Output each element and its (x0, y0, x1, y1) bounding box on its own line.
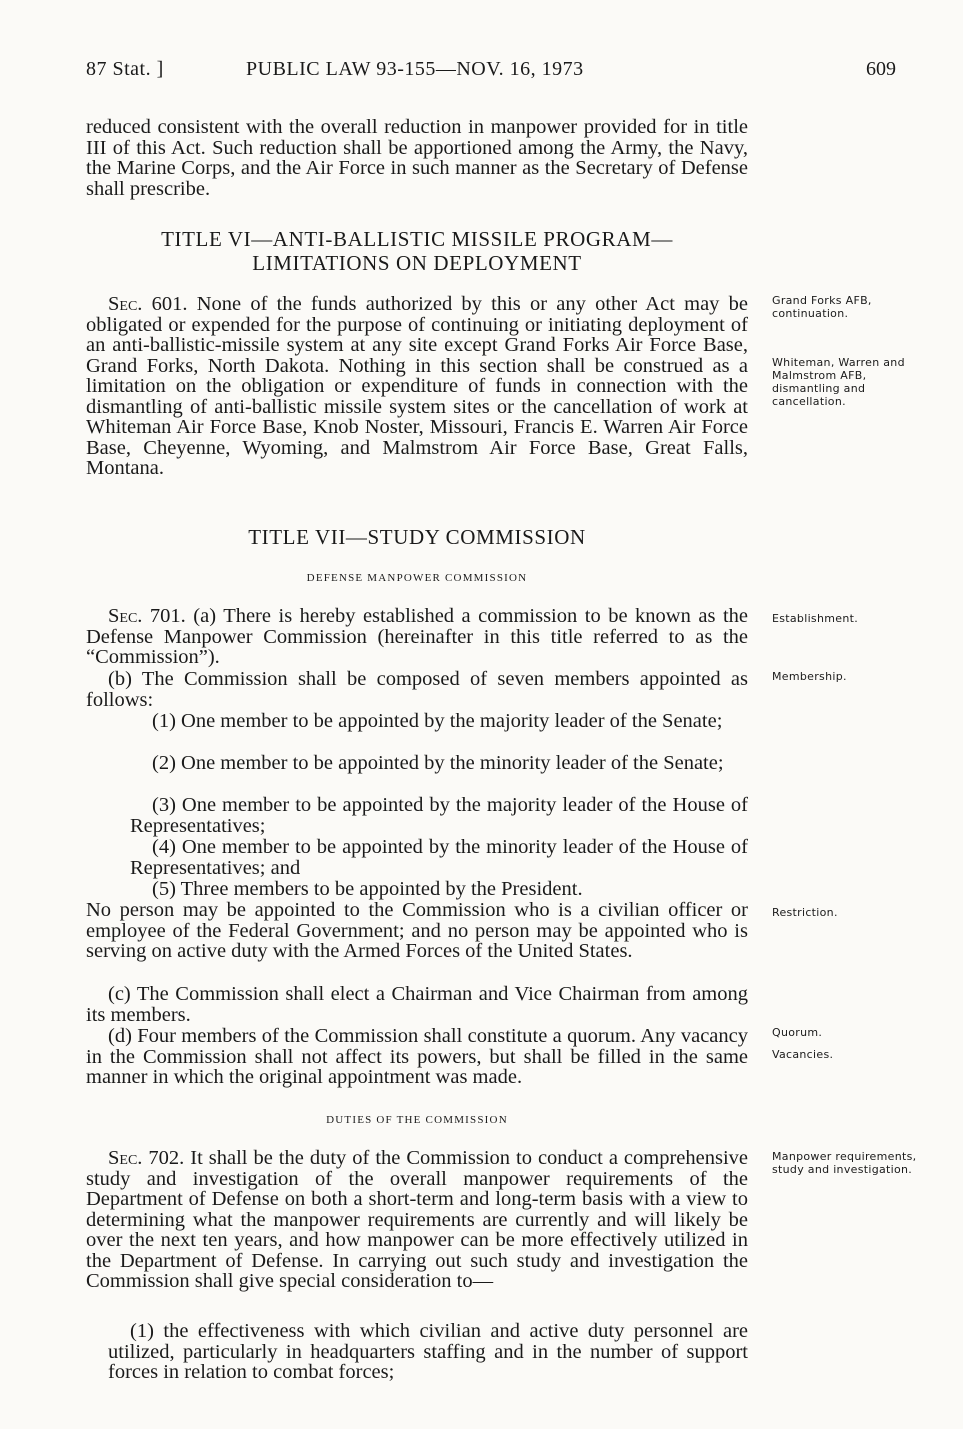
restriction-paragraph: No person may be appointed to the Commission who is a civilian officer or employee of the Federal Government; and no person may be appointed who is serving on active duty with the Armed Forces of the United States. (86, 899, 748, 962)
margin-note-vacancies: Vacancies. (772, 1048, 834, 1061)
page-number: 609 (866, 58, 896, 80)
member-item-5: (5) Three members to be appointed by the President. (152, 878, 583, 900)
duties-heading: DUTIES OF THE COMMISSION (326, 1114, 508, 1126)
title-vi-heading-line2: LIMITATIONS ON DEPLOYMENT (252, 251, 582, 275)
statute-reference: 87 Stat. ] (86, 58, 164, 80)
member-item-3: (3) One member to be appointed by the majority leader of the House of Representatives; (130, 794, 748, 837)
section-701-d: (d) Four members of the Commission shall constitute a quorum. Any vacancy in the Commission shall not affect its powers, but shall be filled in the same manner in which the original appointment was made. (86, 1025, 748, 1088)
member-item-1: (1) One member to be appointed by the majority leader of the Senate; (152, 710, 723, 732)
running-head (86, 58, 896, 88)
intro-paragraph: reduced consistent with the overall reduction in manpower provided for in title III of this Act. Such reduction shall be apportioned among the Army, the Navy, the Marine Corps, and the Air Force in such manner as the Secretary of Defense shall prescribe. (86, 116, 748, 200)
title-vi-heading-line1: TITLE VI—ANTI-BALLISTIC MISSILE PROGRAM— (161, 227, 673, 251)
section-601-label: Sec. 601. (108, 293, 188, 315)
margin-note-manpower: Manpower requirements, study and investigation. (772, 1150, 917, 1176)
member-item-4: (4) One member to be appointed by the minority leader of the House of Representatives; and (130, 836, 748, 879)
margin-note-establishment: Establishment. (772, 612, 858, 625)
margin-note-grand-forks: Grand Forks AFB, continuation. (772, 294, 872, 320)
section-702 (86, 1148, 748, 1292)
section-702-label: Sec. 702. (108, 1147, 185, 1169)
margin-note-quorum: Quorum. (772, 1026, 823, 1039)
title-vii-heading: TITLE VII—STUDY COMMISSION (248, 525, 586, 549)
section-701-a (86, 606, 748, 668)
section-702-item-1: (1) the effectiveness with which civilian and active duty personnel are utilized, particularly in headquarters staffing and in the number of support forces in relation to combat forces; (108, 1320, 748, 1383)
section-601-text: None of the funds authorized by this or any other Act may be obligated or expended for the purpose of continuing or initiating deployment of an anti-ballistic-missile system at any site except Grand Forks Air Force Base, Grand Forks, North Dakota. Nothing in this section shall be construed as a limitation on the obligation or expenditure of funds in connection with the dismantling of anti-ballistic missile system sites or the cancellation of work at Whiteman Air Force Base, Knob Noster, Missouri, Francis E. Warren Air Force Base, Cheyenne, Wyoming, and Malmstrom Air Force Base, Great Falls, Montana. (86, 293, 748, 479)
margin-note-restriction: Restriction. (772, 906, 838, 919)
law-title: PUBLIC LAW 93-155—NOV. 16, 1973 (246, 58, 584, 80)
section-701-label: Sec. 701. (108, 605, 186, 627)
section-701-b: (b) The Commission shall be composed of seven members appointed as follows: (86, 668, 748, 711)
defense-manpower-commission-heading: DEFENSE MANPOWER COMMISSION (306, 572, 528, 584)
margin-note-membership: Membership. (772, 670, 847, 683)
section-601 (86, 294, 748, 479)
member-item-2: (2) One member to be appointed by the minority leader of the Senate; (152, 752, 724, 774)
section-701-c: (c) The Commission shall elect a Chairman and Vice Chairman from among its members. (86, 983, 748, 1026)
section-702-text: It shall be the duty of the Commission to conduct a comprehensive study and investigation of the overall manpower requirements of the Department of Defense on both a short-term and long-term basis with a view to determining what the manpower requirements are currently and will likely be over the next ten years, and how manpower can be more effectively utilized in the Department of Defense. In carrying out such study and investigation the Commission shall give special consideration to— (86, 1147, 748, 1292)
section-701-a-text: (a) There is hereby established a commission to be known as the Defense Manpower Commission (hereinafter in this title referred to as the “Commission”). (86, 605, 748, 668)
margin-note-whiteman: Whiteman, Warren and Malmstrom AFB, dismantling and cancellation. (772, 356, 905, 408)
